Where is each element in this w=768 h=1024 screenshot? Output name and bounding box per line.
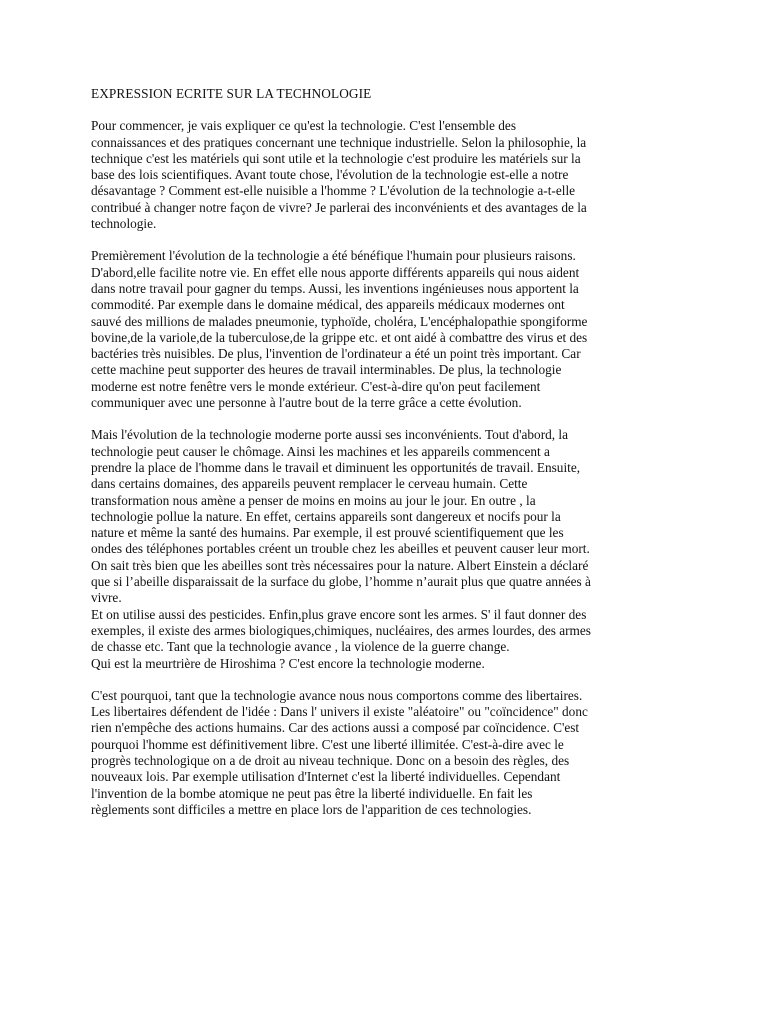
paragraph: [91, 688, 683, 818]
paragraph: [91, 427, 683, 671]
paragraph-line: progrès technologique on a de droit au niveau technique. Donc on a besoin des règles, des: [91, 752, 570, 768]
paragraph-line: que si l’abeille disparaissait de la surface du globe, l’homme n’aurait plus que quatre années à: [91, 574, 591, 590]
paragraph-line: communiquer avec une personne à l'autre bout de la terre grâce a cette évolution.: [91, 395, 522, 411]
paragraph-line: dans certains domaines, des appareils peuvent remplacer le cerveau humain. Cette: [91, 476, 528, 492]
paragraph-line: D'abord,elle facilite notre vie. En effet elle nous apporte différents appareils qui nous aident: [91, 264, 580, 280]
paragraph-line: bactéries très nuisibles. De plus, l'invention de l'ordinateur a été un point très important. Car: [91, 346, 581, 362]
paragraph-line: C'est pourquoi, tant que la technologie avance nous nous comportons comme des libertaires.: [91, 687, 583, 703]
paragraph-line: Pour commencer, je vais expliquer ce qu'est la technologie. C'est l'ensemble des: [91, 118, 517, 134]
paragraph-line: ondes des téléphones portables créent un trouble chez les abeilles et peuvent causer leur mort.: [91, 541, 590, 557]
document-page: [91, 86, 683, 834]
paragraph-line: prendre la place de l'homme dans le travail et diminuent les opportunités de travail. Ensuite,: [91, 459, 581, 475]
paragraph-line: dans notre travail pour gagner du temps. Aussi, les inventions ingénieuses nous apportent la: [91, 280, 579, 296]
paragraph-line: de chasse etc. Tant que la technologie avance , la violence de la guerre change.: [91, 639, 510, 655]
paragraph-line: nouveaux lois. Par exemple utilisation d'Internet c'est la liberté individuelles. Cependant: [91, 769, 561, 785]
paragraph-line: cette machine peut supporter des heures de travail interminables. De plus, la technologie: [91, 362, 562, 378]
paragraph-line: pourquoi l'homme est définitivement libre. C'est une liberté illimitée. C'est-à-dire avec le: [91, 736, 564, 752]
document-title: EXPRESSION ECRITE SUR LA TECHNOLOGIE: [91, 86, 372, 101]
paragraph: [91, 118, 683, 232]
paragraph-line: nature et même la santé des humains. Par exemple, il est prouvé scientifiquement que les: [91, 525, 564, 541]
paragraph-line: exemples, il existe des armes biologiques,chimiques, nucléaires, des armes lourdes, des armes: [91, 622, 591, 638]
paragraph-line: commodité. Par exemple dans le domaine médical, des appareils médicaux modernes ont: [91, 297, 565, 313]
paragraph-line: base des lois scientifiques. Avant toute chose, l'évolution de la technologie est-elle a notre: [91, 167, 569, 183]
paragraph-line: Les libertaires défendent de l'idée : Dans l' univers il existe "aléatoire" ou "coïncidence" donc: [91, 704, 588, 720]
document-body: [91, 118, 683, 818]
paragraph-line: technologie.: [91, 216, 157, 232]
paragraph-line: connaissances et des pratiques concernant une technique industrielle. Selon la philosophie, la: [91, 134, 587, 150]
paragraph-line: sauvé des millions de malades pneumonie, typhoïde, choléra, L'encéphalopathie spongiforme: [91, 313, 588, 329]
paragraph-line: vivre.: [91, 590, 122, 606]
paragraph-line: désavantage ? Comment est-elle nuisible a l'homme ? L'évolution de la technologie a-t-elle: [91, 183, 576, 199]
paragraph: [91, 248, 683, 411]
paragraph-line: transformation nous amène a penser de moins en moins au jour le jour. En outre , la: [91, 492, 536, 508]
paragraph-line: Premièrement l'évolution de la technologie a été bénéfique l'humain pour plusieurs raisons.: [91, 248, 576, 264]
paragraph-line: technologie pollue la nature. En effet, certains appareils sont dangereux et nocifs pour la: [91, 508, 561, 524]
paragraph-line: moderne est notre fenêtre vers le monde extérieur. C'est-à-dire qu'on peut facilement: [91, 378, 541, 394]
paragraph-line: règlements sont difficiles a mettre en place lors de l'apparition de ces technologies.: [91, 801, 532, 817]
paragraph-line: bovine,de la variole,de la tuberculose,de la grippe etc. et ont aidé à combattre des virus et des: [91, 329, 588, 345]
paragraph-line: On sait très bien que les abeilles sont très nécessaires pour la nature. Albert Einstein a déclaré: [91, 557, 589, 573]
paragraph-line: Qui est la meurtrière de Hiroshima ? C'est encore la technologie moderne.: [91, 655, 485, 671]
paragraph-line: Mais l'évolution de la technologie moderne porte aussi ses inconvénients. Tout d'abord, la: [91, 427, 569, 443]
paragraph-line: contribué à changer notre façon de vivre? Je parlerai des inconvénients et des avantages de la: [91, 199, 587, 215]
paragraph-line: technologie peut causer le chômage. Ainsi les machines et les appareils commencent a: [91, 443, 550, 459]
paragraph-line: l'invention de la bombe atomique ne peut pas être la liberté individuelle. En fait les: [91, 785, 533, 801]
paragraph-line: rien n'empêche des actions humains. Car des actions aussi a composé par coïncidence. C'est: [91, 720, 580, 736]
paragraph-line: Et on utilise aussi des pesticides. Enfin,plus grave encore sont les armes. S' il faut donner des: [91, 606, 587, 622]
paragraph-line: technique c'est les matériels qui sont utile et la technologie c'est produire les matériels sur la: [91, 150, 581, 166]
